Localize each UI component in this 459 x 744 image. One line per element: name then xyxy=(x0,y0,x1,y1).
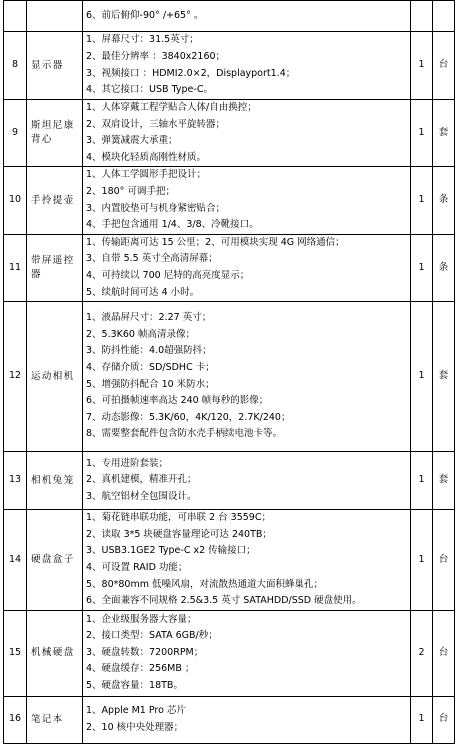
spec-line: 3、防抖性能：4.0超强防抖； xyxy=(86,345,212,357)
spec-line: 2、180° 可调手把； xyxy=(86,185,175,197)
item-name: 带屏遥控器 xyxy=(31,254,75,280)
table-row xyxy=(4,234,455,301)
spec-line: 8、需要整套配件包含防水壳手柄续电池卡等。 xyxy=(86,428,283,440)
item-name-cell xyxy=(27,302,83,452)
item-spec-cell xyxy=(83,100,411,167)
item-name: 相机兔笼 xyxy=(31,474,75,486)
spec-line: 6、可拍摄帧速率高达 240 帧每秒的影像； xyxy=(86,395,269,407)
spec-line: 5、80*80mm 低噪风扇，对流散热通道大面积蜂巢孔； xyxy=(86,578,323,590)
item-unit: 条 xyxy=(433,167,455,234)
item-name-cell xyxy=(27,167,83,234)
spec-line: 2、10 核中央处理器； xyxy=(86,721,184,733)
spec-line: 4、其它接口：USB Type-C。 xyxy=(86,84,213,96)
spec-line: 3、自带 5.5 英寸全高清屏幕； xyxy=(86,253,218,265)
spec-line: 2、最佳分辨率 ：3840x2160； xyxy=(86,50,226,62)
item-name: 机械硬盘 xyxy=(31,647,75,659)
spec-table-body xyxy=(4,1,455,744)
spec-line: 3、硬盘转数：7200RPM； xyxy=(86,646,204,658)
item-spec-cell xyxy=(83,452,411,510)
spec-line: 1、专用进阶套装； xyxy=(86,457,169,469)
item-name-cell xyxy=(27,610,83,696)
spec-line: 7、动态影像：5.3K/60，4K/120，2.7K/240； xyxy=(86,411,291,423)
spec-line: 1、Apple M1 Pro 芯片 xyxy=(86,705,186,717)
spec-line: 3、内置胶垫可与机身紧密贴合； xyxy=(86,202,226,214)
table-row xyxy=(4,167,455,234)
spec-line: 1、屏幕尺寸：31.5英寸； xyxy=(86,34,199,46)
spec-line: 1、企业级服务器大容量； xyxy=(86,613,197,625)
table-row xyxy=(4,302,455,452)
spec-line: 3、USB3.1GE2 Type-C x2 传输接口； xyxy=(86,545,256,557)
spec-line: 2、双肩设计，三轴水平旋转器； xyxy=(86,118,226,130)
item-name: 显示器 xyxy=(31,59,64,71)
item-name: 手拎提壶 xyxy=(31,194,75,206)
item-spec-cell xyxy=(83,696,411,743)
item-quantity: 1 xyxy=(411,452,433,510)
spec-line: 1、传输距离可达 15 公里；2、可用模块实现 4G 网络通信； xyxy=(86,236,345,248)
item-spec-cell xyxy=(83,167,411,234)
item-quantity: 1 xyxy=(411,100,433,167)
item-number: 11 xyxy=(4,234,27,301)
item-number: 8 xyxy=(4,32,27,100)
spec-line: 4、硬盘缓存：256MB ； xyxy=(86,663,195,675)
table-row xyxy=(4,452,455,510)
item-name-cell xyxy=(27,510,83,611)
item-quantity: 1 xyxy=(411,167,433,234)
item-spec-cell xyxy=(83,510,411,611)
item-unit: 套 xyxy=(433,302,455,452)
item-name-cell xyxy=(27,1,83,32)
item-spec-cell xyxy=(83,32,411,100)
spec-line: 3、视频接口 ：HDMI2.0×2，Displayport1.4； xyxy=(86,67,296,79)
item-name: 斯坦尼康背心 xyxy=(31,120,75,146)
item-unit: 条 xyxy=(433,234,455,301)
item-number: 14 xyxy=(4,510,27,611)
item-number: 16 xyxy=(4,696,27,743)
item-number: 13 xyxy=(4,452,27,510)
spec-line: 1、菊花链串联功能，可串联 2 台 3559C； xyxy=(86,512,271,524)
spec-line: 1、人体工学圆形手把设计； xyxy=(86,169,207,181)
equipment-spec-table xyxy=(3,0,455,744)
item-number: 12 xyxy=(4,302,27,452)
item-spec-cell xyxy=(83,302,411,452)
item-spec-cell xyxy=(83,1,411,32)
spec-line: 6、前后俯仰-90° /+65° 。 xyxy=(86,9,204,21)
item-unit: 台 xyxy=(433,510,455,611)
item-spec-cell xyxy=(83,610,411,696)
item-unit: 台 xyxy=(433,610,455,696)
item-unit: 套 xyxy=(433,100,455,167)
item-quantity: 1 xyxy=(411,302,433,452)
item-number: 10 xyxy=(4,167,27,234)
item-spec-cell xyxy=(83,234,411,301)
spec-line: 1、液晶屏尺寸：2.27 英寸； xyxy=(86,312,212,324)
item-unit xyxy=(433,1,455,32)
table-row xyxy=(4,510,455,611)
item-quantity: 1 xyxy=(411,32,433,100)
item-number: 15 xyxy=(4,610,27,696)
spec-line: 4、可设置 RAID 功能； xyxy=(86,561,188,573)
table-row xyxy=(4,696,455,743)
item-unit: 台 xyxy=(433,32,455,100)
item-number: 9 xyxy=(4,100,27,167)
item-quantity: 1 xyxy=(411,510,433,611)
spec-line: 4、手把包含通用 1/4、3/8、冷靴接口。 xyxy=(86,219,259,231)
table-row xyxy=(4,610,455,696)
item-number xyxy=(4,1,27,32)
item-name-cell xyxy=(27,32,83,100)
item-unit: 套 xyxy=(433,452,455,510)
table-row xyxy=(4,32,455,100)
spec-line: 4、可持续以 700 尼特的高亮度显示； xyxy=(86,269,250,281)
item-name: 硬盘盒子 xyxy=(31,553,75,565)
spec-line: 2、5.3K60 帧高清录像； xyxy=(86,328,195,340)
table-row xyxy=(4,100,455,167)
spec-line: 1、人体穿戴工程学贴合人体/自由换控； xyxy=(86,102,257,113)
item-name-cell xyxy=(27,452,83,510)
spec-line: 5、增强防抖配合 10 米防水； xyxy=(86,378,215,390)
item-name: 笔记本 xyxy=(31,713,64,725)
item-name-cell xyxy=(27,696,83,743)
item-quantity: 1 xyxy=(411,234,433,301)
item-unit: 台 xyxy=(433,696,455,743)
item-name-cell xyxy=(27,100,83,167)
item-quantity: 2 xyxy=(411,610,433,696)
spec-line: 2、接口类型：SATA 6GB/秒； xyxy=(86,630,218,642)
spec-line: 5、续航时间可达 4 小时。 xyxy=(86,286,200,298)
spec-line: 3、弹簧减震大承重； xyxy=(86,135,178,147)
spec-line: 6、全面兼容不同规格 2.5&3.5 英寸 SATAHDD/SSD 硬盘使用。 xyxy=(86,595,362,607)
table-row xyxy=(4,1,455,32)
item-quantity: 1 xyxy=(411,696,433,743)
spec-line: 4、存储介质：SD/SDHC 卡； xyxy=(86,362,215,374)
spec-line: 2、读取 3*5 块硬盘容量理论可达 240TB； xyxy=(86,528,272,540)
item-name: 运动相机 xyxy=(31,370,75,382)
item-name-cell xyxy=(27,234,83,301)
spec-line: 4、模块化轻质高刚性材质。 xyxy=(86,151,207,163)
spec-line: 2、真机建模，精准开孔； xyxy=(86,474,197,486)
item-quantity xyxy=(411,1,433,32)
spec-line: 3、航空铝材全包围设计。 xyxy=(86,490,197,502)
spec-line: 5、硬盘容量：18TB。 xyxy=(86,680,183,692)
